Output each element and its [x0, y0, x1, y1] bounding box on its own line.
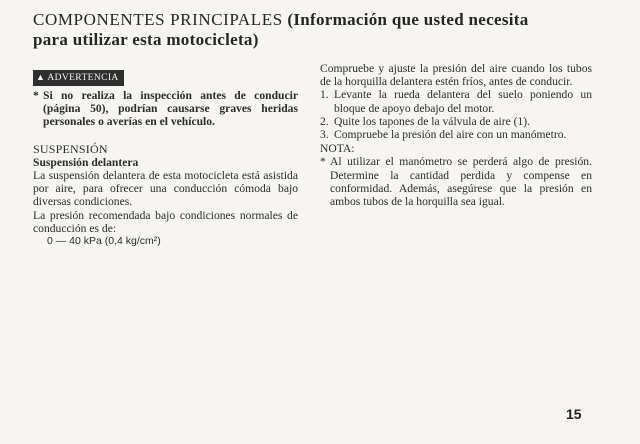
left-column — [33, 70, 298, 248]
pressure-range: 0 — 40 kPa (0,4 kg/cm²) — [47, 235, 161, 248]
step-text: Levante la rueda delantera del suelo poniendo un bloque de apoyo debajo del motor. — [334, 88, 592, 115]
page-title — [33, 10, 623, 50]
procedure-intro: Compruebe y ajuste la presión del aire cuando los tubos de la horquilla delantera estén fríos, antes de conducir. — [320, 62, 592, 89]
step-number: 1. — [320, 88, 329, 102]
title-main: COMPONENTES PRINCIPALES — [33, 10, 283, 29]
procedure-step — [320, 88, 592, 114]
warning-text: Si no realiza la inspección antes de conducir (página 50), podrían causarse graves heridas personales o averías en el vehículo. — [43, 89, 298, 129]
note-heading: NOTA: — [320, 142, 355, 156]
warning-text-block — [33, 89, 298, 129]
note-bullet: * — [320, 155, 326, 169]
procedure-step — [320, 128, 592, 141]
note-text: Al utilizar el manómetro se perderá algo de presión. Determine la cantidad perdida y compense en conformidad. Además, asegúrese que la presión en ambos tubos de la horquilla sea igual. — [330, 155, 592, 209]
procedure-steps — [320, 88, 592, 141]
warning-badge — [33, 70, 124, 86]
suspension-heading: SUSPENSIÓN — [33, 141, 108, 156]
front-suspension-subheading: Suspensión delantera — [33, 155, 139, 169]
pressure-intro: La presión recomendada bajo condiciones normales de conducción es de: — [33, 208, 298, 235]
note-block — [320, 155, 592, 208]
step-number: 2. — [320, 114, 329, 128]
warning-triangle-icon: ▲ — [36, 72, 46, 82]
right-column — [320, 62, 592, 208]
procedure-step — [320, 115, 592, 128]
warning-bullet: * — [33, 89, 39, 102]
warning-badge-label: ADVERTENCIA — [47, 73, 119, 83]
title-sub-line1: (Información que usted necesita — [287, 10, 529, 29]
step-text: Quite los tapones de la válvula de aire (1). — [334, 114, 531, 128]
title-sub-line2: para utilizar esta motocicleta) — [33, 30, 259, 49]
page-number: 15 — [566, 406, 582, 422]
step-text: Compruebe la presión del aire con un manómetro. — [334, 128, 567, 142]
suspension-section — [33, 143, 298, 249]
step-number: 3. — [320, 128, 329, 142]
suspension-paragraph: La suspensión delantera de esta motocicleta está asistida por aire, para ofrecer una conducción cómoda bajo diversas condiciones. — [33, 169, 298, 209]
